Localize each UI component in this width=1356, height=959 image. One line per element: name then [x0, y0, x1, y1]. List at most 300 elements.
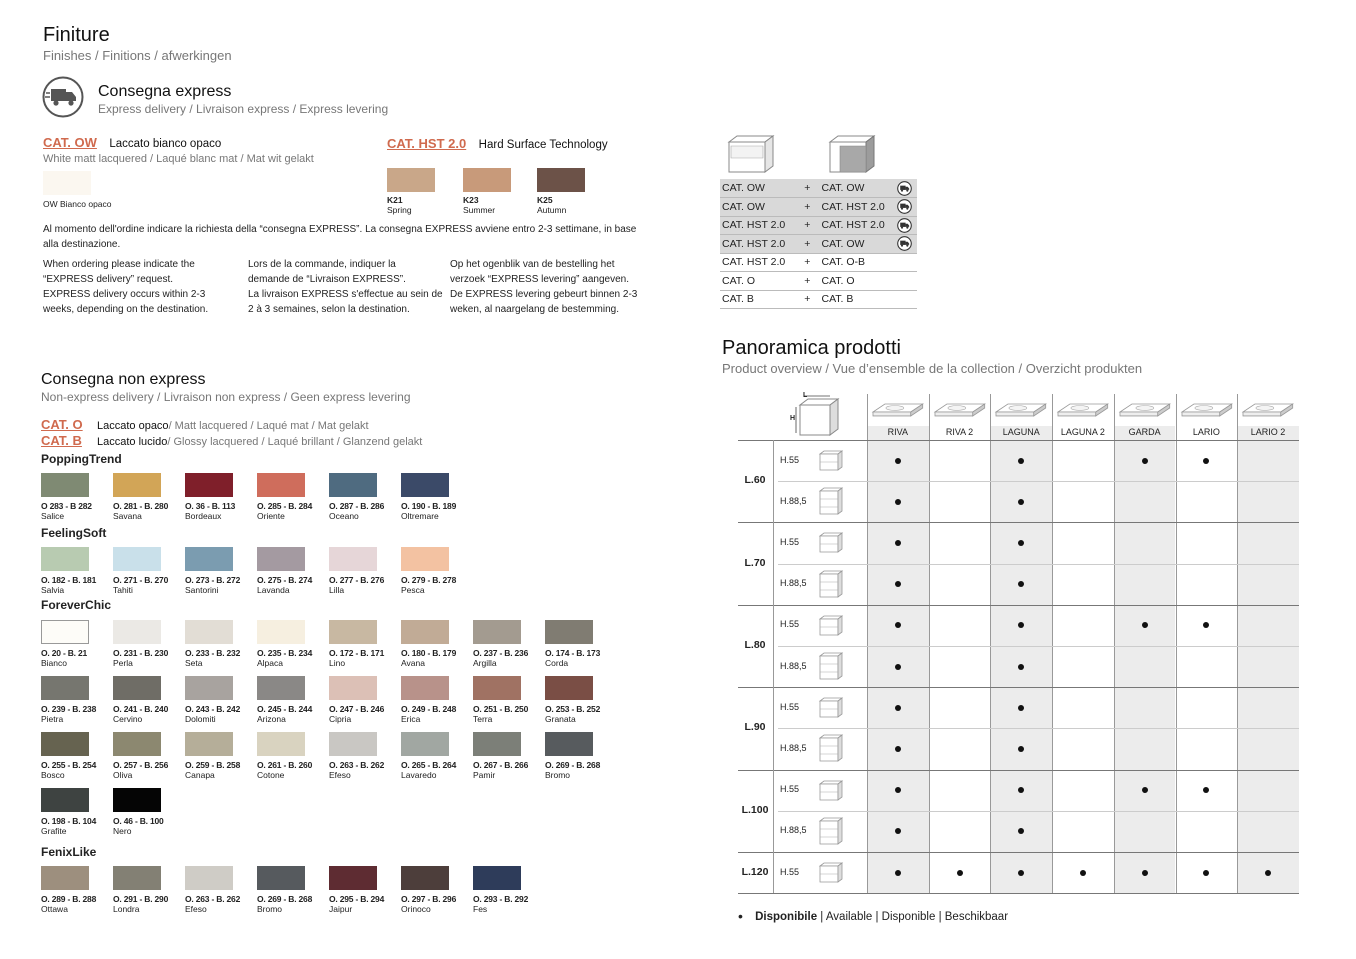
- swatch-name: Lilla: [329, 585, 345, 595]
- combo-plus: +: [795, 290, 819, 309]
- swatch-name: Erica: [401, 714, 421, 724]
- swatch-color-box: [401, 547, 449, 571]
- availability-dot: [1018, 664, 1024, 670]
- color-swatch: [185, 732, 257, 780]
- swatch-grid: [41, 620, 617, 836]
- color-swatch: [329, 473, 401, 521]
- combo-express-cell: [893, 253, 917, 272]
- column-header-label: RIVA 2: [945, 427, 974, 437]
- color-swatch: [257, 547, 329, 595]
- height-label: H.55: [780, 537, 800, 547]
- truck-icon: [897, 218, 912, 233]
- cabinet-icon: [816, 734, 844, 762]
- combo-right: CAT. OW: [820, 235, 893, 254]
- overview-subtitle: Product overview / Vue d’ensemble de la collection / Overzicht produkten: [722, 361, 1143, 376]
- height-label: H.88,5: [780, 660, 807, 671]
- swatch-name: Oltremare: [401, 511, 439, 521]
- row-separator: [778, 728, 1299, 729]
- swatch-code: O. 235 - B. 234: [257, 648, 313, 658]
- swatch-code: O. 275 - B. 274: [257, 575, 313, 585]
- combo-express-cell: [893, 272, 917, 291]
- swatch-code: O. 267 - B. 266: [473, 760, 529, 770]
- swatch-color-box: [473, 620, 521, 644]
- swatch-name: Bromo: [545, 770, 571, 780]
- column-separator: [1237, 394, 1238, 893]
- color-swatch: [329, 866, 401, 914]
- header-divider: [738, 440, 1299, 441]
- combo-express-cell: [893, 198, 917, 217]
- express-note-nl: [450, 257, 660, 317]
- swatch-color-box: [185, 866, 233, 890]
- swatch-name: Lavaredo: [401, 770, 437, 780]
- column-shade: [990, 426, 1052, 893]
- swatch-name: Alpaca: [257, 658, 283, 668]
- swatch-name: Cipria: [329, 714, 352, 724]
- cat-b-name: Laccato lucido: [97, 436, 168, 448]
- availability-dot: [895, 458, 901, 464]
- hst-swatch-box: [537, 168, 585, 192]
- swatch-color-box: [545, 676, 593, 700]
- row-separator: [778, 564, 1299, 565]
- overview-header: [722, 337, 1142, 376]
- swatch-name: Efeso: [185, 904, 207, 914]
- availability-dot: [1203, 870, 1209, 876]
- combo-row: [720, 290, 917, 309]
- availability-dot: [895, 870, 901, 876]
- combo-row: [720, 253, 917, 272]
- swatch-group-title: FeelingSoft: [41, 526, 107, 540]
- combo-right: CAT. OW: [820, 179, 893, 198]
- combo-row: [720, 179, 917, 198]
- availability-dot: [1142, 870, 1148, 876]
- color-swatch: [113, 788, 185, 836]
- swatch-color-box: [545, 620, 593, 644]
- express-subtitle: Express delivery / Livraison express / Express levering: [98, 102, 389, 116]
- swatch-grid: [41, 866, 617, 914]
- color-swatch: [473, 676, 545, 724]
- color-swatch: [185, 676, 257, 724]
- column-separator: [1176, 394, 1177, 893]
- cabinet-icon: [816, 693, 844, 721]
- basin-icon: [1118, 398, 1172, 420]
- color-swatch: [113, 732, 185, 780]
- combo-right: CAT. HST 2.0: [820, 216, 893, 235]
- cabinet-icon: [816, 817, 844, 845]
- availability-dot: [1142, 458, 1148, 464]
- color-swatch: [473, 732, 545, 780]
- note-line: Lors de la commande, indiquer la: [248, 259, 396, 270]
- legend-bold: Disponibile: [755, 911, 818, 923]
- swatch-color-box: [257, 547, 305, 571]
- combo-right: CAT. B: [820, 290, 893, 309]
- availability-dot: [895, 540, 901, 546]
- swatch-name: Corda: [545, 658, 569, 668]
- swatch-code: O. 182 - B. 181: [41, 575, 97, 585]
- column-header-label: LAGUNA 2: [1060, 427, 1105, 437]
- swatch-color-box: [185, 732, 233, 756]
- height-label: H.88,5: [780, 578, 807, 589]
- color-swatch: [473, 866, 545, 914]
- availability-dot: [1018, 870, 1024, 876]
- truck-icon: [42, 76, 84, 118]
- cabinet-icon: [816, 611, 844, 639]
- swatch-color-box: [473, 676, 521, 700]
- cat-hst-name: Hard Surface Technology: [478, 139, 608, 151]
- swatch-color-box: [113, 866, 161, 890]
- swatch-color-box: [401, 473, 449, 497]
- express-note-it: [43, 222, 663, 252]
- combo-row: [720, 198, 917, 217]
- swatch-code: O 283 - B 282: [41, 501, 92, 511]
- swatch-code: O. 277 - B. 276: [329, 575, 385, 585]
- color-swatch: [185, 473, 257, 521]
- swatch-code: O. 281 - B. 280: [113, 501, 169, 511]
- combo-left: CAT. HST 2.0: [720, 235, 795, 254]
- swatch-code: O. 172 - B. 171: [329, 648, 385, 658]
- swatch-code: O. 285 - B. 284: [257, 501, 313, 511]
- swatch-code: O. 231 - B. 230: [113, 648, 169, 658]
- column-separator: [990, 394, 991, 893]
- color-swatch: [41, 788, 113, 836]
- basin-icon: [933, 398, 987, 420]
- basin-icon: [1180, 398, 1234, 420]
- color-swatch: [401, 620, 473, 668]
- swatch-code: O. 259 - B. 258: [185, 760, 241, 770]
- swatch-color-box: [329, 473, 377, 497]
- width-label: L.120: [741, 865, 769, 878]
- color-swatch: [401, 732, 473, 780]
- color-swatch: [329, 547, 401, 595]
- swatch-name: Londra: [113, 904, 140, 914]
- swatch-grid: [41, 547, 617, 595]
- swatch-code: O. 20 - B. 21: [41, 648, 88, 658]
- color-swatch: [257, 620, 329, 668]
- combo-right: CAT. O: [820, 272, 893, 291]
- swatch-color-box: [113, 620, 161, 644]
- color-swatch: [257, 866, 329, 914]
- swatch-code: O. 287 - B. 286: [329, 501, 385, 511]
- swatch-name: Argilla: [473, 658, 497, 668]
- availability-dot: [1080, 870, 1086, 876]
- swatch-name: Terra: [473, 714, 493, 724]
- group-separator: [738, 770, 1299, 771]
- group-separator: [738, 605, 1299, 606]
- swatch-color-box: [113, 732, 161, 756]
- color-swatch: [41, 547, 113, 595]
- group-separator: [738, 852, 1299, 853]
- note-it-line: alla destinazione.: [43, 239, 121, 250]
- swatch-group-title: FenixLike: [41, 845, 97, 859]
- cabinet-icon: [816, 487, 844, 515]
- cabinet-icon: [816, 858, 844, 886]
- hst-swatch-k25: [537, 168, 611, 215]
- height-label: H.55: [780, 454, 800, 465]
- note-line: De EXPRESS levering gebeurt binnen 2-3: [450, 289, 638, 300]
- swatch-color-box: [401, 620, 449, 644]
- hst-swatches: [387, 168, 611, 215]
- swatch-name: Avana: [401, 658, 425, 668]
- color-swatch: [545, 620, 617, 668]
- cabinet-icon: [816, 652, 844, 680]
- column-separator: [1052, 394, 1053, 893]
- cat-b-sub: / Glossy lacquered / Laqué brillant / Glanzend gelakt: [167, 436, 423, 448]
- color-swatch: [329, 732, 401, 780]
- combo-plus: +: [795, 179, 819, 198]
- availability-dot: [1142, 787, 1148, 793]
- basin-icon: [994, 398, 1048, 420]
- column-shade: [1237, 426, 1299, 893]
- swatch-code: O. 243 - B. 242: [185, 704, 241, 714]
- swatch-color-box: [185, 676, 233, 700]
- product-overview-table: [738, 394, 1299, 894]
- color-swatch: [473, 620, 545, 668]
- combo-left: CAT. HST 2.0: [720, 216, 795, 235]
- color-swatch: [113, 620, 185, 668]
- color-swatch: [185, 620, 257, 668]
- width-label: L.70: [744, 556, 766, 569]
- availability-dot: [895, 746, 901, 752]
- swatch-color-box: [401, 676, 449, 700]
- swatch-code: O. 263 - B. 262: [329, 760, 385, 770]
- availability-dot: [1203, 787, 1209, 793]
- swatch-color-box: [41, 620, 89, 644]
- cat-o-name: Laccato opaco: [97, 420, 169, 432]
- page-subtitle: Finishes / Finitions / afwerkingen: [43, 48, 232, 63]
- swatch-name: Pesca: [401, 585, 425, 595]
- group-separator: [738, 687, 1299, 688]
- non-express-header: [41, 371, 411, 404]
- color-swatch: [113, 676, 185, 724]
- color-swatch: [41, 732, 113, 780]
- swatch-code: O. 180 - B. 179: [401, 648, 457, 658]
- note-line: weken, al naargelang de bestemming.: [450, 304, 619, 315]
- availability-dot: [895, 705, 901, 711]
- height-label: H.55: [780, 701, 800, 712]
- swatch-name: Jaipur: [329, 904, 353, 914]
- hst-swatch-name: Spring: [387, 205, 412, 215]
- width-column-separator: [773, 440, 774, 893]
- swatch-name: Cotone: [257, 770, 285, 780]
- hst-swatch-box: [387, 168, 435, 192]
- swatch-color-box: [185, 620, 233, 644]
- combo-row: [720, 235, 917, 254]
- cabinet-icon: [816, 446, 844, 474]
- swatch-code: O. 36 - B. 113: [185, 501, 236, 511]
- swatch-code: O. 293 - B. 292: [473, 894, 529, 904]
- column-header-label: LARIO 2: [1250, 427, 1286, 437]
- swatch-name: Oliva: [113, 770, 133, 780]
- swatch-color-box: [113, 788, 161, 812]
- color-swatch: [401, 473, 473, 521]
- swatch-name: Oriente: [257, 511, 285, 521]
- overview-title: Panoramica prodotti: [722, 337, 901, 359]
- hst-swatch-k21: [387, 168, 463, 215]
- row-separator: [778, 811, 1299, 812]
- combo-row: [720, 216, 917, 235]
- swatch-code: O. 289 - B. 288: [41, 894, 97, 904]
- availability-dot: [1265, 870, 1271, 876]
- color-swatch: [545, 676, 617, 724]
- swatch-code: O. 271 - B. 270: [113, 575, 169, 585]
- swatch-color-box: [41, 473, 89, 497]
- hst-swatch-code: K21: [387, 195, 403, 205]
- height-label: H.55: [780, 866, 800, 877]
- swatch-color-box: [113, 473, 161, 497]
- swatch-group-title: ForeverChic: [41, 598, 112, 612]
- width-label: L.90: [744, 721, 766, 734]
- cat-ow-sub: White matt lacquered / Laqué blanc mat / Mat wit gelakt: [43, 153, 314, 165]
- hst-swatch-k23: [463, 168, 537, 215]
- note-line: “EXPRESS delivery” request.: [43, 274, 174, 285]
- swatch-color-box: [113, 676, 161, 700]
- basin-icon: [1056, 398, 1110, 420]
- legend-bullet: •: [738, 908, 743, 924]
- swatch-name: Bordeaux: [185, 511, 222, 521]
- column-header-label: LAGUNA: [1002, 427, 1040, 437]
- availability-dot: [895, 581, 901, 587]
- combo-table: [720, 179, 917, 309]
- swatch-group-title: PoppingTrend: [41, 452, 122, 466]
- express-note-fr: [248, 257, 448, 317]
- swatch-color-box: [329, 620, 377, 644]
- hst-swatch-name: Summer: [463, 205, 496, 215]
- combo-express-cell: [893, 290, 917, 309]
- note-line: verzoek “EXPRESS levering” aangeven.: [450, 274, 629, 285]
- color-swatch: [545, 732, 617, 780]
- swatch-color-box: [41, 676, 89, 700]
- cabinet-icon: [816, 570, 844, 598]
- swatch-group: [41, 452, 617, 521]
- swatch-name: Grafite: [41, 826, 67, 836]
- swatch-color-box: [41, 547, 89, 571]
- cat-ow-name: Laccato bianco opaco: [109, 138, 222, 150]
- non-express-subtitle: Non-express delivery / Livraison non express / Geen express levering: [41, 390, 411, 404]
- swatch-color-box: [257, 732, 305, 756]
- color-swatch: [401, 547, 473, 595]
- combo-express-cell: [893, 179, 917, 198]
- color-swatch: [257, 732, 329, 780]
- width-label: L.100: [741, 803, 769, 816]
- height-label: H.88,5: [780, 825, 807, 836]
- swatch-code: O. 241 - B. 240: [113, 704, 169, 714]
- swatch-code: O. 291 - B. 290: [113, 894, 169, 904]
- swatch-color-box: [329, 732, 377, 756]
- swatch-color-box: [41, 732, 89, 756]
- swatch-code: O. 174 - B. 173: [545, 648, 601, 658]
- hst-swatch-box: [463, 168, 511, 192]
- swatch-color-box: [113, 547, 161, 571]
- color-swatch: [41, 620, 113, 668]
- swatch-color-box: [257, 676, 305, 700]
- cat-o-sub: / Matt lacquered / Laqué mat / Mat gelakt: [168, 420, 369, 432]
- note-it-line: Al momento dell'ordine indicare la richiesta della “consegna EXPRESS”. La consegna EXPRESS avviene entro 2-3 settimane, in base: [43, 224, 637, 235]
- combo-left: CAT. B: [720, 290, 795, 309]
- column-separator: [1114, 394, 1115, 893]
- combo-plus: +: [795, 216, 819, 235]
- cabinet-icon: [816, 528, 844, 556]
- swatch-code: O. 198 - B. 104: [41, 816, 97, 826]
- hst-swatch-name: Autumn: [537, 205, 567, 215]
- availability-dot: [895, 787, 901, 793]
- swatch-color-box: [257, 620, 305, 644]
- swatch-code: O. 269 - B. 268: [545, 760, 601, 770]
- dim-label-h: H: [790, 415, 796, 422]
- cat-o-code: CAT. O: [41, 417, 83, 432]
- column-header-label: LARIO: [1192, 427, 1220, 437]
- cat-ow-code: CAT. OW: [43, 135, 97, 150]
- swatch-code: O. 273 - B. 272: [185, 575, 241, 585]
- combo-plus: +: [795, 198, 819, 217]
- color-swatch: [113, 547, 185, 595]
- column-shade: [1114, 426, 1176, 893]
- swatch-name: Savana: [113, 511, 142, 521]
- row-separator: [778, 646, 1299, 647]
- availability-dot: [1018, 458, 1024, 464]
- swatch-code: O. 251 - B. 250: [473, 704, 529, 714]
- availability-dot: [957, 870, 963, 876]
- swatch-code: O. 263 - B. 262: [185, 894, 241, 904]
- color-swatch: [185, 547, 257, 595]
- swatch-color-box: [401, 732, 449, 756]
- swatch-name: Pietra: [41, 714, 64, 724]
- swatch-name: Canapa: [185, 770, 215, 780]
- width-label: L.60: [744, 474, 766, 487]
- combo-left: CAT. OW: [720, 179, 795, 198]
- swatch-color-box: [185, 547, 233, 571]
- color-swatch: [401, 676, 473, 724]
- swatch-group: [41, 845, 617, 914]
- cabinet-icon: [816, 776, 844, 804]
- swatch-code: O. 255 - B. 254: [41, 760, 97, 770]
- hst-swatch-code: K23: [463, 195, 479, 205]
- dim-label-l: L: [803, 392, 808, 399]
- color-swatch: [329, 620, 401, 668]
- swatch-name: Seta: [185, 658, 203, 668]
- swatch-code: O. 265 - B. 264: [401, 760, 457, 770]
- swatch-name: Tahiti: [113, 585, 133, 595]
- swatch-code: O. 253 - B. 252: [545, 704, 601, 714]
- truck-icon: [897, 181, 912, 196]
- cat-hst-code: CAT. HST 2.0: [387, 136, 467, 151]
- swatch-name: Pamir: [473, 770, 496, 780]
- swatch-name: Nero: [113, 826, 132, 836]
- swatch-color-box: [329, 866, 377, 890]
- availability-dot: [1203, 622, 1209, 628]
- availability-dot: [1203, 458, 1209, 464]
- swatch-name: Lino: [329, 658, 346, 668]
- swatch-name: Bromo: [257, 904, 283, 914]
- finishes-header: [43, 24, 232, 63]
- availability-legend: [738, 908, 1008, 924]
- swatch-code: O. 245 - B. 244: [257, 704, 313, 714]
- swatch-group: [41, 598, 617, 836]
- swatch-name: Oceano: [329, 511, 359, 521]
- cabinet-icon-left: [727, 134, 775, 176]
- availability-dot: [895, 499, 901, 505]
- swatch-name: Lavanda: [257, 585, 290, 595]
- swatch-code: O. 261 - B. 260: [257, 760, 313, 770]
- combo-right: CAT. O-B: [820, 253, 893, 272]
- color-swatch: [185, 866, 257, 914]
- swatch-code: O. 239 - B. 238: [41, 704, 97, 714]
- note-line: EXPRESS delivery occurs within 2-3: [43, 289, 206, 300]
- height-label: H.88,5: [780, 495, 807, 506]
- column-separator: [867, 394, 868, 893]
- swatch-color-box: [329, 547, 377, 571]
- cat-b-code: CAT. B: [41, 433, 82, 448]
- swatch-name: Efeso: [329, 770, 351, 780]
- swatch-color-box: [401, 866, 449, 890]
